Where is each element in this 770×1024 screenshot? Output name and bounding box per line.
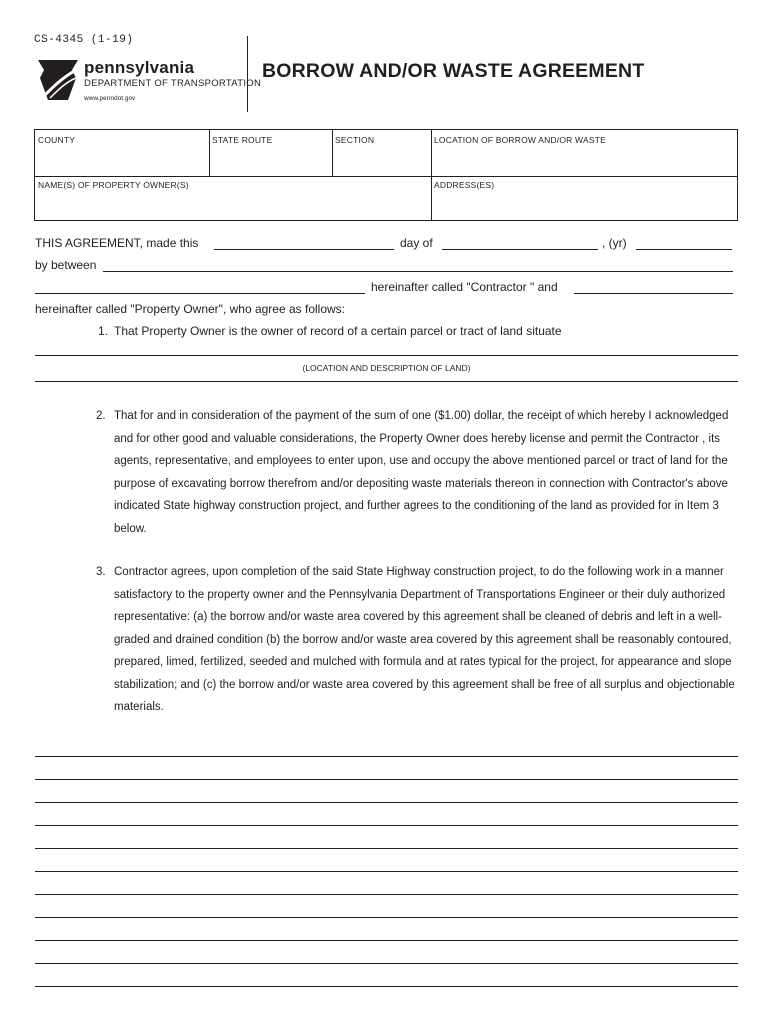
header-divider (247, 36, 248, 112)
logo-url: www.penndot.gov (84, 95, 136, 102)
blank-line[interactable] (35, 802, 738, 803)
item-3-text: Contractor agrees, upon completion of the said State Highway construction project, to do the following work in a manner satisfactory to the property owner and the Pennsylvania Department of Transportations Engineer or their duly authorized representative: (a) the borrow and/or waste area covered by this agreement shall be cleaned of debris and left in a well-graded and drained condition (b) the borrow and/or waste area covered by this agreement shall be reasonably contoured, prepared, limed, fertilized, seeded and mulched with formula and at rates typical for the project, for appearance and slope stabilization; and (c) the borrow and/or waste area covered by this agreement shall be free of all surplus and objectionable materials. (114, 566, 735, 713)
blank-line[interactable] (35, 779, 738, 780)
item-2-text: That for and in consideration of the payment of the sum of one ($1.00) dollar, the receipt of which hereby I acknowledged and for other good and valuable considerations, the Property Owner does hereby license and permit the Contractor , its agents, representative, and employees to enter upon, use and occupy the above mentioned parcel or tract of land for the purpose of excavating borrow therefrom and/or depositing waste materials thereon in connection with Contractor's above indicated State highway construction project, and further agrees to the conditioning of the land as provided for in Item 3 below. (114, 410, 729, 535)
state-route-label: STATE ROUTE (212, 135, 273, 145)
info-table (34, 129, 738, 221)
day-of-label: day of (400, 236, 433, 250)
by-between-label: by between (35, 258, 97, 272)
logo-department: DEPARTMENT OF TRANSPORTATION (84, 78, 262, 89)
blank-line[interactable] (35, 940, 738, 941)
addresses-field[interactable] (433, 192, 737, 220)
county-field[interactable] (36, 148, 208, 175)
year-label: , (yr) (602, 236, 627, 250)
blank-line[interactable] (35, 756, 738, 757)
keystone-logo-icon (36, 56, 80, 102)
section-label: SECTION (335, 135, 375, 145)
location-field-line-1[interactable] (35, 355, 738, 356)
blank-line[interactable] (35, 917, 738, 918)
contractor-name-field[interactable] (35, 293, 365, 294)
item-1-text: That Property Owner is the owner of record of a certain parcel or tract of land situate (114, 324, 562, 338)
blank-line[interactable] (35, 871, 738, 872)
by-between-field[interactable] (103, 271, 733, 272)
blank-line[interactable] (35, 848, 738, 849)
section-field[interactable] (334, 148, 430, 175)
property-owner-field[interactable] (574, 293, 733, 294)
blank-line[interactable] (35, 986, 738, 987)
year-field[interactable] (636, 249, 732, 250)
item-3 (96, 561, 738, 719)
item-1-number: 1. (98, 324, 109, 338)
item-2 (96, 405, 738, 540)
location-label: LOCATION OF BORROW AND/OR WASTE (434, 135, 606, 145)
logo-wordmark: pennsylvania (84, 58, 195, 77)
blank-line[interactable] (35, 825, 738, 826)
made-this-field[interactable] (214, 249, 394, 250)
location-caption: (LOCATION AND DESCRIPTION OF LAND) (302, 363, 471, 373)
form-title: BORROW AND/OR WASTE AGREEMENT (262, 60, 645, 82)
blank-line[interactable] (35, 963, 738, 964)
county-label: COUNTY (38, 135, 76, 145)
addresses-label: ADDRESS(ES) (434, 180, 495, 190)
item-3-number: 3. (96, 566, 106, 578)
contractor-called-label: hereinafter called "Contractor " and (371, 280, 558, 294)
location-field-line-2[interactable] (35, 381, 738, 382)
item-2-number: 2. (96, 410, 106, 422)
blank-line[interactable] (35, 894, 738, 895)
location-field[interactable] (433, 148, 737, 175)
day-of-field[interactable] (442, 249, 598, 250)
owner-called-label: hereinafter called "Property Owner", who agree as follows: (35, 302, 346, 316)
state-route-field[interactable] (211, 148, 331, 175)
owner-names-label: NAME(S) OF PROPERTY OWNER(S) (38, 180, 189, 190)
made-this-label: THIS AGREEMENT, made this (35, 236, 199, 250)
form-number: CS-4345 (1-19) (34, 34, 134, 46)
owner-names-field[interactable] (36, 192, 430, 220)
